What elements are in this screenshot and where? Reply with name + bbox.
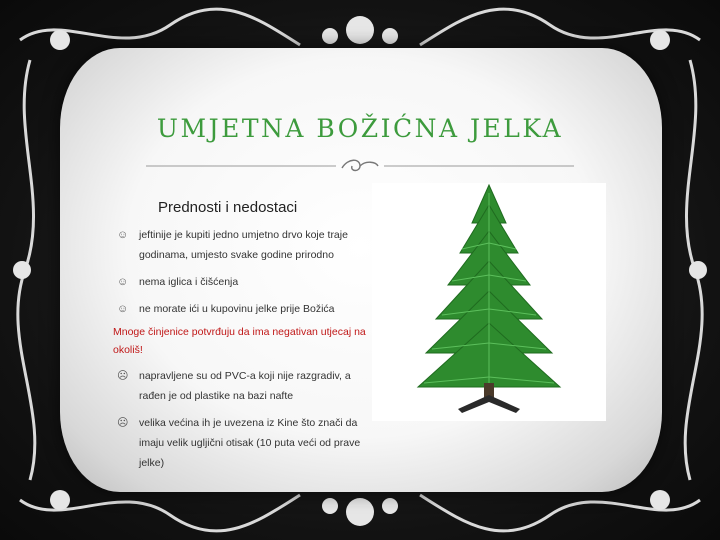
- smiley-icon: ☺: [117, 229, 129, 241]
- pro-item: ☺ nema iglica i čišćenja: [117, 272, 369, 292]
- con-item: ☹ velika većina ih je uvezena iz Kine što znači da imaju velik ugljični otisak (10 puta veći od prave jelke): [117, 413, 369, 473]
- slide-title: UMJETNA BOŽIĆNA JELKA: [156, 114, 564, 143]
- pro-item: ☺ ne morate ići u kupovinu jelke prije Božića: [117, 299, 369, 319]
- pro-item: ☺ jeftinije je kupiti jedno umjetno drvo koje traje godinama, umjesto svake godine prirodno: [117, 225, 369, 265]
- frown-icon: ☹: [117, 417, 129, 429]
- artificial-tree-icon: [372, 183, 606, 421]
- con-item: ☹ napravljene su od PVC-a koji nije razgradiv, a rađen je od plastike na bazi nafte: [117, 366, 369, 406]
- bullet-list: [113, 225, 369, 473]
- warning-text: Mnoge činjenice potvrđuju da ima negativan utjecaj na okoliš!: [113, 326, 366, 356]
- smiley-icon: ☺: [117, 303, 129, 315]
- smiley-icon: ☺: [117, 276, 129, 288]
- frown-icon: ☹: [117, 370, 129, 382]
- divider-flourish-icon: [146, 158, 574, 174]
- section-subtitle: Prednosti i nedostaci: [158, 199, 298, 216]
- christmas-tree-image: [372, 183, 606, 421]
